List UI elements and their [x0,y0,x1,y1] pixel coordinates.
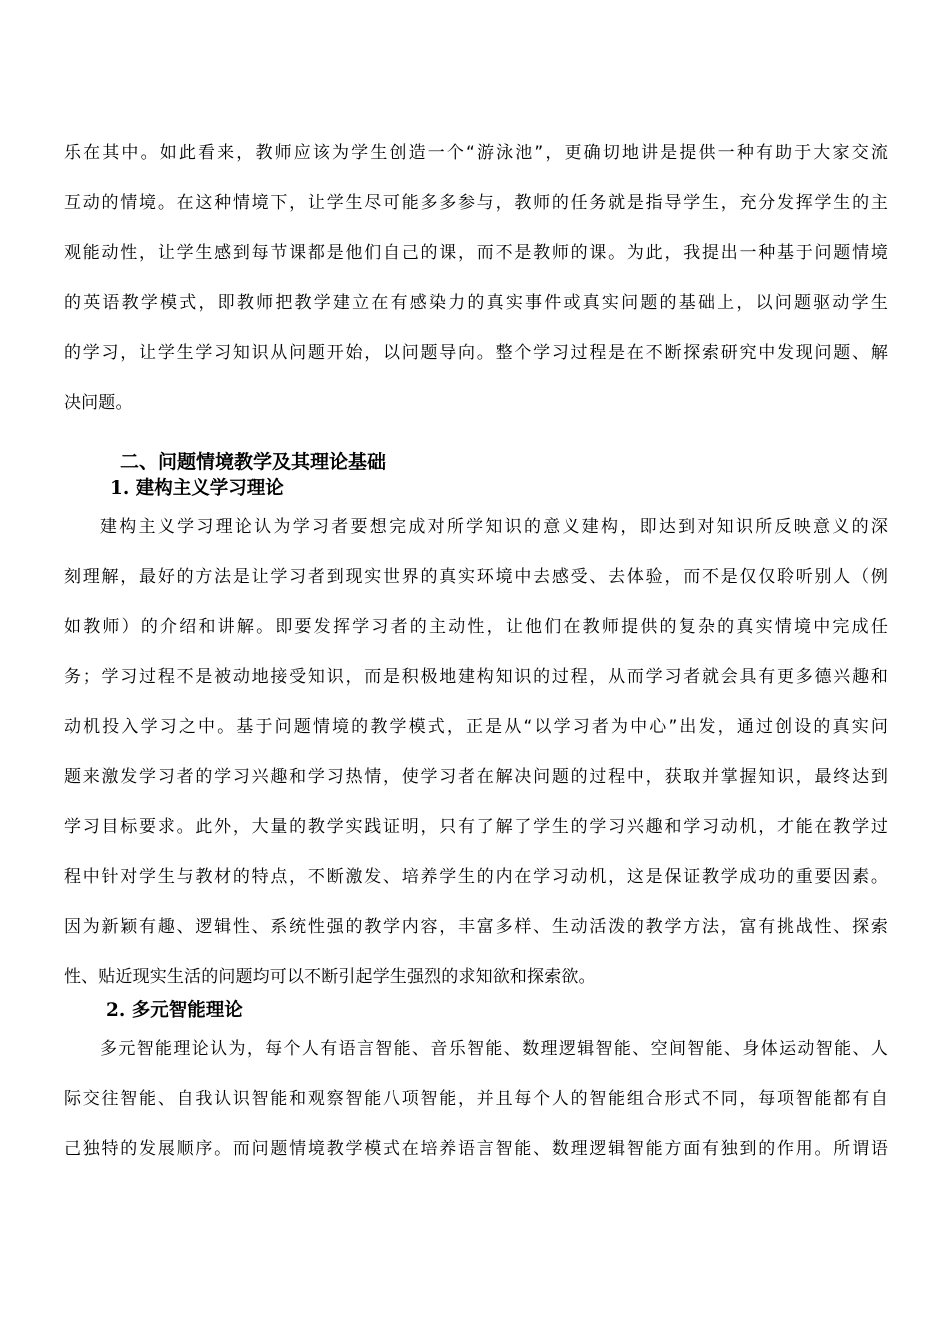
intro-line-4: 的英语教学模式，即教师把教学建立在有感染力的真实事件或真实问题的基础上，以问题驱动学生 [64,293,888,313]
subsection-2-line-2: 际交往智能、自我认识智能和观察智能八项智能，并且每个人的智能组合形式不同，每项智能都有自 [64,1089,888,1109]
subsection-1-line-9: 因为新颖有趣、逻辑性、系统性强的教学内容，丰富多样、生动活泼的教学方法，富有挑战性、探索 [64,917,888,937]
subsection-1-line-7: 学习目标要求。此外，大量的教学实践证明，只有了解了学生的学习兴趣和学习动机，才能在教学过 [64,817,888,837]
subsection-1-heading: 1. 建构主义学习理论 [110,478,284,499]
intro-line-1: 乐在其中。如此看来，教师应该为学生创造一个“游泳池”，更确切地讲是提供一种有助于大家交流 [64,143,888,163]
intro-line-6: 决问题。 [64,393,133,413]
subsection-1-line-1: 建构主义学习理论认为学习者要想完成对所学知识的意义建构，即达到对知识所反映意义的深 [100,517,888,537]
subsection-1-line-3: 如教师）的介绍和讲解。即要发挥学习者的主动性，让他们在教师提供的复杂的真实情境中完成任 [64,617,888,637]
subsection-1-line-10: 性、贴近现实生活的问题均可以不断引起学生强烈的求知欲和探索欲。 [64,967,596,987]
subsection-2-heading: 2. 多元智能理论 [106,1000,243,1021]
subsection-1-line-6: 题来激发学习者的学习兴趣和学习热情，使学习者在解决问题的过程中，获取并掌握知识，最终达到 [64,767,888,787]
subsection-1-line-2: 刻理解，最好的方法是让学习者到现实世界的真实环境中去感受、去体验，而不是仅仅聆听别人（例 [64,567,888,587]
section-heading: 二、问题情境教学及其理论基础 [120,451,387,473]
subsection-1-line-4: 务；学习过程不是被动地接受知识，而是积极地建构知识的过程，从而学习者就会具有更多德兴趣和 [64,667,888,687]
subsection-1-line-8: 程中针对学生与教材的特点，不断激发、培养学生的内在学习动机，这是保证教学成功的重要因素。 [64,867,888,887]
subsection-1-line-5: 动机投入学习之中。基于问题情境的教学模式，正是从“以学习者为中心”出发，通过创设的真实问 [64,717,888,737]
intro-line-5: 的学习，让学生学习知识从问题开始，以问题导向。整个学习过程是在不断探索研究中发现问题、解 [64,343,888,363]
intro-line-2: 互动的情境。在这种情境下，让学生尽可能多多参与，教师的任务就是指导学生，充分发挥学生的主 [64,193,888,213]
subsection-2-line-3: 己独特的发展顺序。而问题情境教学模式在培养语言智能、数理逻辑智能方面有独到的作用。所谓语 [64,1139,888,1159]
subsection-2-line-1: 多元智能理论认为，每个人有语言智能、音乐智能、数理逻辑智能、空间智能、身体运动智能、人 [100,1039,888,1059]
intro-line-3: 观能动性，让学生感到每节课都是他们自己的课，而不是教师的课。为此，我提出一种基于问题情境 [64,243,888,263]
